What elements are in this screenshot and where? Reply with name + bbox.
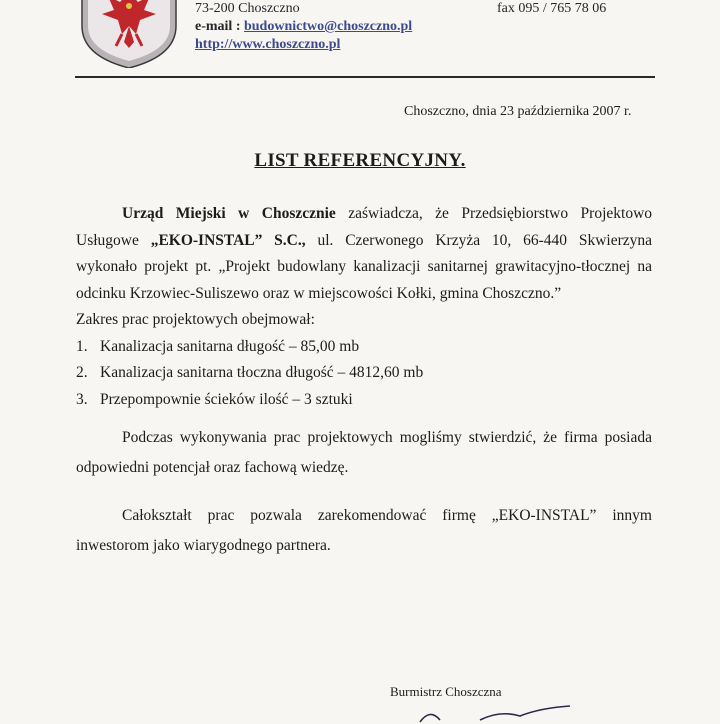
signature-label: Burmistrz Choszczna (390, 684, 502, 699)
list-item (76, 387, 652, 414)
paragraph-certification (76, 201, 652, 307)
paragraph-text-a: zaświadcza, że Przedsiębiorstwo Projektowo Usługowe (76, 205, 653, 249)
company-name: „EKO-INSTAL” S.C., (150, 231, 306, 249)
list-item (76, 334, 652, 361)
letter-body (76, 201, 652, 561)
coat-of-arms-logo (78, 0, 180, 68)
website-line (195, 36, 412, 54)
paragraph-text-b: ul. Czerwonego Krzyża 10, 66-440 Skwierzyna wykonało projekt pt. „Projekt budowlany kanalizacji sanitarnej grawitacyjno-tłocznej na odcinku Krzowiec-Suliszewo oraz w miejscowości Kołki, gmina Choszczno.” (76, 231, 653, 302)
document-title: LIST REFERENCYJNY. (254, 150, 466, 171)
list-item (76, 360, 652, 387)
address: 73-200 Choszczno (195, 1, 300, 16)
email-link[interactable]: budownictwo@choszczno.pl (243, 19, 413, 34)
date-line: Choszczno, dnia 23 października 2007 r. (404, 104, 632, 119)
list-item-text: Przepompownie ścieków ilość – 3 sztuki (100, 390, 353, 408)
list-item-text: Kanalizacja sanitarna tłoczna długość – 4812,60 mb (100, 364, 424, 381)
fax-number: fax 095 / 765 78 06 (497, 1, 607, 16)
letterhead-contact (195, 0, 412, 54)
website-link[interactable]: http://www.choszczno.pl (195, 37, 341, 52)
list-item-number: 3. (76, 390, 88, 408)
list-item-number: 1. (76, 337, 88, 355)
handwritten-signature (400, 700, 580, 724)
scope-heading: Zakres prac projektowych obejmował: (76, 311, 315, 328)
paragraph-recommendation: Całokształt prac pozwala zarekomendować firmę „EKO-INSTAL” innym inwestorom jako wiarygodnego partnera. (76, 507, 652, 554)
email-line (195, 18, 412, 36)
issuer-name: Urząd Miejski w Choszcznie (122, 205, 336, 222)
list-item-number: 2. (76, 364, 88, 381)
header-divider (75, 76, 655, 78)
email-label: e-mail : (195, 19, 244, 34)
list-item-text: Kanalizacja sanitarna długość – 85,00 mb (100, 337, 360, 355)
scope-list (76, 334, 652, 414)
paragraph-assessment: Podczas wykonywania prac projektowych mogliśmy stwierdzić, że firma posiada odpowiedni potencjał oraz fachową wiedzę. (76, 429, 652, 476)
